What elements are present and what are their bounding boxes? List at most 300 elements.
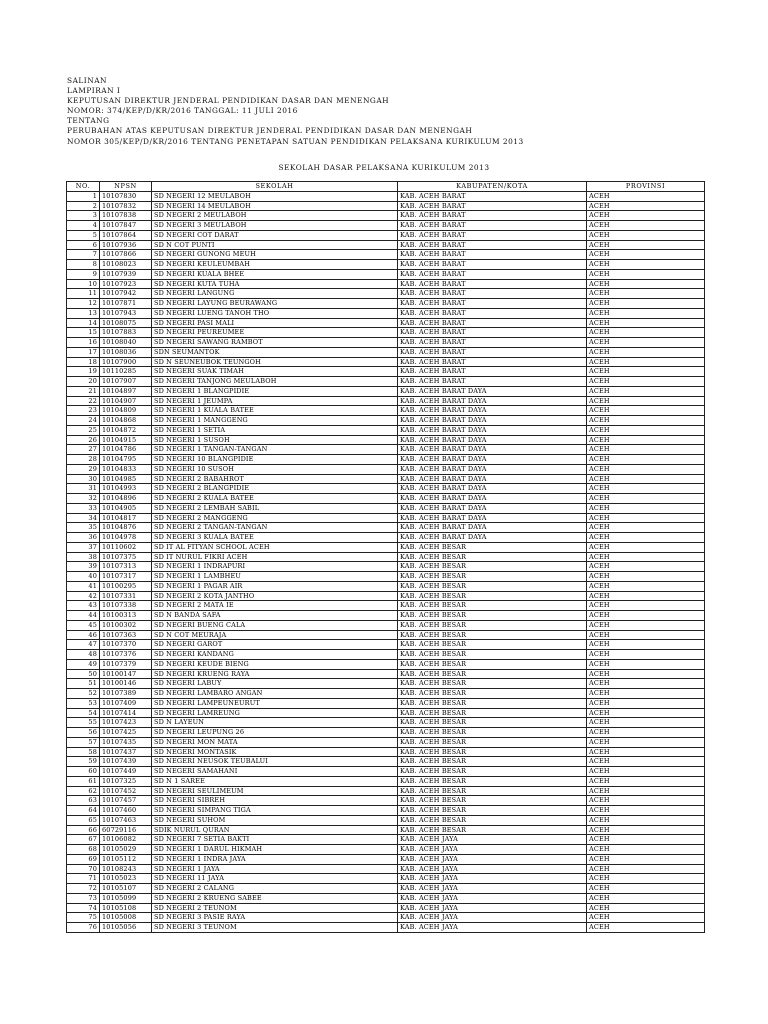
cell-provinsi: ACEH	[587, 864, 705, 874]
header-line-nomor-305: NOMOR 305/KEP/D/KR/2016 TENTANG PENETAPAN SATUAN PENDIDIKAN PELAKSANA KURIKULUM 2013	[67, 136, 524, 146]
cell-kabupaten: KAB. ACEH BARAT	[398, 338, 587, 348]
table-row	[67, 913, 705, 923]
cell-no: 21	[67, 386, 100, 396]
cell-no: 12	[67, 299, 100, 309]
cell-no: 67	[67, 835, 100, 845]
cell-sekolah: SD NEGERI KEUDE BIENG	[152, 659, 398, 669]
cell-kabupaten: KAB. ACEH BESAR	[398, 562, 587, 572]
cell-kabupaten: KAB. ACEH BESAR	[398, 669, 587, 679]
table-row	[67, 581, 705, 591]
cell-provinsi: ACEH	[587, 708, 705, 718]
cell-provinsi: ACEH	[587, 338, 705, 348]
cell-npsn: 10104993	[100, 484, 152, 494]
cell-provinsi: ACEH	[587, 728, 705, 738]
table-row	[67, 523, 705, 533]
cell-npsn: 10107325	[100, 776, 152, 786]
cell-sekolah: SD NEGERI KUALA BHEE	[152, 269, 398, 279]
cell-npsn: 10107943	[100, 308, 152, 318]
cell-no: 68	[67, 845, 100, 855]
cell-sekolah: SD NEGERI 3 MEULABOH	[152, 221, 398, 231]
table-row	[67, 640, 705, 650]
cell-no: 5	[67, 230, 100, 240]
cell-npsn: 10104897	[100, 386, 152, 396]
cell-provinsi: ACEH	[587, 913, 705, 923]
cell-npsn: 10108243	[100, 864, 152, 874]
cell-no: 1	[67, 191, 100, 201]
cell-npsn: 10108040	[100, 338, 152, 348]
cell-npsn: 10110285	[100, 367, 152, 377]
cell-kabupaten: KAB. ACEH BARAT DAYA	[398, 533, 587, 543]
cell-sekolah: SD NEGERI NEUSOK TEUBALUI	[152, 757, 398, 767]
cell-npsn: 10106082	[100, 835, 152, 845]
cell-sekolah: SD NEGERI 2 CALANG	[152, 884, 398, 894]
cell-no: 60	[67, 767, 100, 777]
cell-provinsi: ACEH	[587, 299, 705, 309]
cell-sekolah: SD NEGERI GUNONG MEUH	[152, 250, 398, 260]
table-row	[67, 279, 705, 289]
cell-kabupaten: KAB. ACEH JAYA	[398, 835, 587, 845]
cell-npsn: 10107363	[100, 630, 152, 640]
cell-npsn: 10105112	[100, 854, 152, 864]
cell-no: 76	[67, 923, 100, 933]
cell-no: 19	[67, 367, 100, 377]
cell-npsn: 10107452	[100, 786, 152, 796]
cell-kabupaten: KAB. ACEH BESAR	[398, 815, 587, 825]
cell-no: 47	[67, 640, 100, 650]
table-row	[67, 230, 705, 240]
cell-kabupaten: KAB. ACEH BARAT DAYA	[398, 523, 587, 533]
cell-provinsi: ACEH	[587, 308, 705, 318]
cell-sekolah: SD NEGERI 7 SETIA BAKTI	[152, 835, 398, 845]
cell-provinsi: ACEH	[587, 386, 705, 396]
cell-no: 7	[67, 250, 100, 260]
cell-no: 57	[67, 737, 100, 747]
cell-no: 13	[67, 308, 100, 318]
cell-npsn: 10105008	[100, 913, 152, 923]
cell-npsn: 10107907	[100, 377, 152, 387]
cell-npsn: 10105107	[100, 884, 152, 894]
table-row	[67, 406, 705, 416]
cell-kabupaten: KAB. ACEH JAYA	[398, 845, 587, 855]
cell-no: 55	[67, 718, 100, 728]
cell-npsn: 10107942	[100, 289, 152, 299]
cell-sekolah: SD NEGERI KRUENG RAYA	[152, 669, 398, 679]
table-row	[67, 874, 705, 884]
cell-no: 24	[67, 416, 100, 426]
table-row	[67, 211, 705, 221]
cell-kabupaten: KAB. ACEH JAYA	[398, 874, 587, 884]
table-row	[67, 533, 705, 543]
cell-kabupaten: KAB. ACEH BESAR	[398, 728, 587, 738]
cell-npsn: 10107409	[100, 698, 152, 708]
table-row	[67, 698, 705, 708]
cell-sekolah: SD NEGERI BUENG CALA	[152, 620, 398, 630]
cell-kabupaten: KAB. ACEH BARAT DAYA	[398, 435, 587, 445]
cell-npsn: 10105108	[100, 903, 152, 913]
cell-provinsi: ACEH	[587, 503, 705, 513]
cell-npsn: 10105099	[100, 893, 152, 903]
cell-no: 35	[67, 523, 100, 533]
table-row	[67, 416, 705, 426]
cell-provinsi: ACEH	[587, 201, 705, 211]
cell-provinsi: ACEH	[587, 874, 705, 884]
cell-npsn: 10107900	[100, 357, 152, 367]
cell-sekolah: SD NEGERI MON MATA	[152, 737, 398, 747]
cell-kabupaten: KAB. ACEH BARAT	[398, 377, 587, 387]
cell-no: 17	[67, 347, 100, 357]
cell-npsn: 10107313	[100, 562, 152, 572]
table-row	[67, 611, 705, 621]
cell-no: 46	[67, 630, 100, 640]
table-row	[67, 308, 705, 318]
cell-no: 33	[67, 503, 100, 513]
cell-sekolah: SD IT NURUL FIKRI ACEH	[152, 552, 398, 562]
table-row	[67, 620, 705, 630]
cell-kabupaten: KAB. ACEH BESAR	[398, 757, 587, 767]
cell-kabupaten: KAB. ACEH BARAT DAYA	[398, 494, 587, 504]
cell-sekolah: SD N COT PUNTI	[152, 240, 398, 250]
cell-npsn: 10107425	[100, 728, 152, 738]
cell-provinsi: ACEH	[587, 533, 705, 543]
cell-provinsi: ACEH	[587, 620, 705, 630]
cell-provinsi: ACEH	[587, 435, 705, 445]
cell-sekolah: SD NEGERI SAMAHANI	[152, 767, 398, 777]
cell-kabupaten: KAB. ACEH BESAR	[398, 747, 587, 757]
cell-sekolah: SD N SEUNEUBOK TEUNGOH	[152, 357, 398, 367]
cell-npsn: 10100313	[100, 611, 152, 621]
cell-npsn: 10107864	[100, 230, 152, 240]
cell-no: 62	[67, 786, 100, 796]
cell-no: 58	[67, 747, 100, 757]
cell-sekolah: SD NEGERI SAWANG RAMBOT	[152, 338, 398, 348]
cell-no: 48	[67, 650, 100, 660]
cell-kabupaten: KAB. ACEH JAYA	[398, 913, 587, 923]
cell-sekolah: SDN SEUMANTOK	[152, 347, 398, 357]
cell-npsn: 10107832	[100, 201, 152, 211]
cell-provinsi: ACEH	[587, 377, 705, 387]
cell-sekolah: SD NEGERI LAMPEUNEURUT	[152, 698, 398, 708]
cell-npsn: 10107379	[100, 659, 152, 669]
cell-sekolah: SD NEGERI KANDANG	[152, 650, 398, 660]
cell-sekolah: SD NEGERI KUTA TUHA	[152, 279, 398, 289]
table-row	[67, 318, 705, 328]
table-row	[67, 445, 705, 455]
cell-kabupaten: KAB. ACEH BESAR	[398, 786, 587, 796]
cell-provinsi: ACEH	[587, 581, 705, 591]
column-header-npsn: NPSN	[100, 182, 152, 192]
column-header-kabupaten: KABUPATEN/KOTA	[398, 182, 587, 192]
cell-npsn: 10104905	[100, 503, 152, 513]
cell-provinsi: ACEH	[587, 611, 705, 621]
cell-kabupaten: KAB. ACEH BARAT DAYA	[398, 474, 587, 484]
cell-kabupaten: KAB. ACEH BARAT	[398, 289, 587, 299]
table-row	[67, 191, 705, 201]
cell-kabupaten: KAB. ACEH BARAT DAYA	[398, 425, 587, 435]
cell-kabupaten: KAB. ACEH BARAT	[398, 250, 587, 260]
cell-sekolah: SD NEGERI LANGUNG	[152, 289, 398, 299]
cell-kabupaten: KAB. ACEH BARAT DAYA	[398, 396, 587, 406]
cell-kabupaten: KAB. ACEH BESAR	[398, 591, 587, 601]
cell-no: 38	[67, 552, 100, 562]
cell-provinsi: ACEH	[587, 747, 705, 757]
cell-kabupaten: KAB. ACEH BARAT DAYA	[398, 484, 587, 494]
cell-sekolah: SD NEGERI 2 KOTA JANTHO	[152, 591, 398, 601]
cell-sekolah: SD N COT MEURAJA	[152, 630, 398, 640]
cell-sekolah: SD NEGERI LAMBARO ANGAN	[152, 689, 398, 699]
table-row	[67, 591, 705, 601]
cell-no: 63	[67, 796, 100, 806]
cell-sekolah: SD NEGERI 10 SUSOH	[152, 464, 398, 474]
cell-kabupaten: KAB. ACEH BARAT	[398, 221, 587, 231]
cell-provinsi: ACEH	[587, 367, 705, 377]
cell-provinsi: ACEH	[587, 806, 705, 816]
cell-provinsi: ACEH	[587, 318, 705, 328]
cell-npsn: 10108023	[100, 260, 152, 270]
cell-kabupaten: KAB. ACEH BESAR	[398, 542, 587, 552]
cell-no: 54	[67, 708, 100, 718]
cell-sekolah: SD NEGERI SEULIMEUM	[152, 786, 398, 796]
cell-sekolah: SD NEGERI 2 MEULABOH	[152, 211, 398, 221]
cell-provinsi: ACEH	[587, 474, 705, 484]
cell-provinsi: ACEH	[587, 250, 705, 260]
cell-no: 9	[67, 269, 100, 279]
cell-npsn: 10104978	[100, 533, 152, 543]
cell-sekolah: SD NEGERI 2 BABAHROT	[152, 474, 398, 484]
cell-npsn: 60729116	[100, 825, 152, 835]
cell-no: 20	[67, 377, 100, 387]
cell-sekolah: SD NEGERI 3 KUALA BATEE	[152, 533, 398, 543]
table-row	[67, 630, 705, 640]
cell-no: 22	[67, 396, 100, 406]
cell-kabupaten: KAB. ACEH BESAR	[398, 737, 587, 747]
cell-no: 34	[67, 513, 100, 523]
cell-no: 42	[67, 591, 100, 601]
cell-no: 50	[67, 669, 100, 679]
cell-no: 32	[67, 494, 100, 504]
cell-provinsi: ACEH	[587, 669, 705, 679]
cell-npsn: 10107331	[100, 591, 152, 601]
cell-no: 51	[67, 679, 100, 689]
cell-kabupaten: KAB. ACEH BARAT	[398, 308, 587, 318]
cell-provinsi: ACEH	[587, 552, 705, 562]
cell-sekolah: SD N LAYEUN	[152, 718, 398, 728]
cell-no: 23	[67, 406, 100, 416]
cell-no: 65	[67, 815, 100, 825]
cell-npsn: 10107830	[100, 191, 152, 201]
column-header-sekolah: SEKOLAH	[152, 182, 398, 192]
cell-kabupaten: KAB. ACEH JAYA	[398, 903, 587, 913]
cell-kabupaten: KAB. ACEH BARAT DAYA	[398, 503, 587, 513]
cell-sekolah: SD NEGERI 1 INDRAPURI	[152, 562, 398, 572]
cell-no: 73	[67, 893, 100, 903]
cell-provinsi: ACEH	[587, 260, 705, 270]
header-line-nomor: NOMOR: 374/KEP/D/KR/2016 TANGGAL: 11 JULI 2016	[67, 106, 298, 116]
cell-npsn: 10107463	[100, 815, 152, 825]
cell-provinsi: ACEH	[587, 737, 705, 747]
cell-no: 31	[67, 484, 100, 494]
table-row	[67, 562, 705, 572]
cell-no: 56	[67, 728, 100, 738]
cell-no: 41	[67, 581, 100, 591]
table-row	[67, 357, 705, 367]
cell-provinsi: ACEH	[587, 221, 705, 231]
cell-npsn: 10107871	[100, 299, 152, 309]
cell-no: 53	[67, 698, 100, 708]
cell-kabupaten: KAB. ACEH BARAT DAYA	[398, 416, 587, 426]
cell-kabupaten: KAB. ACEH BARAT	[398, 191, 587, 201]
cell-npsn: 10100302	[100, 620, 152, 630]
cell-kabupaten: KAB. ACEH BESAR	[398, 708, 587, 718]
cell-sekolah: SD NEGERI TANJONG MEULABOH	[152, 377, 398, 387]
cell-provinsi: ACEH	[587, 845, 705, 855]
table-body	[67, 191, 705, 932]
table-row	[67, 864, 705, 874]
cell-npsn: 10107449	[100, 767, 152, 777]
column-header-no: NO.	[67, 182, 100, 192]
cell-npsn: 10107423	[100, 718, 152, 728]
table-row	[67, 396, 705, 406]
cell-provinsi: ACEH	[587, 240, 705, 250]
cell-sekolah: SD NEGERI PASI MALI	[152, 318, 398, 328]
cell-sekolah: SD NEGERI 1 BLANGPIDIE	[152, 386, 398, 396]
table-row	[67, 708, 705, 718]
table-row	[67, 806, 705, 816]
cell-sekolah: SD NEGERI SIBREH	[152, 796, 398, 806]
cell-provinsi: ACEH	[587, 494, 705, 504]
cell-no: 59	[67, 757, 100, 767]
cell-kabupaten: KAB. ACEH BESAR	[398, 650, 587, 660]
cell-sekolah: SD NEGERI 2 LEMBAH SABIL	[152, 503, 398, 513]
cell-provinsi: ACEH	[587, 757, 705, 767]
table-row	[67, 269, 705, 279]
cell-npsn: 10104786	[100, 445, 152, 455]
cell-npsn: 10105023	[100, 874, 152, 884]
cell-kabupaten: KAB. ACEH BARAT	[398, 211, 587, 221]
cell-no: 74	[67, 903, 100, 913]
cell-no: 30	[67, 474, 100, 484]
cell-provinsi: ACEH	[587, 445, 705, 455]
cell-kabupaten: KAB. ACEH BARAT	[398, 230, 587, 240]
cell-no: 27	[67, 445, 100, 455]
table-header-row	[67, 182, 705, 192]
table-row	[67, 347, 705, 357]
table-row	[67, 767, 705, 777]
cell-provinsi: ACEH	[587, 679, 705, 689]
cell-npsn: 10108075	[100, 318, 152, 328]
cell-no: 43	[67, 601, 100, 611]
table-row	[67, 718, 705, 728]
table-row	[67, 923, 705, 933]
cell-sekolah: SD NEGERI 1 TANGAN-TANGAN	[152, 445, 398, 455]
cell-npsn: 10107437	[100, 747, 152, 757]
table-row	[67, 260, 705, 270]
cell-provinsi: ACEH	[587, 289, 705, 299]
cell-npsn: 10107338	[100, 601, 152, 611]
cell-kabupaten: KAB. ACEH BARAT	[398, 269, 587, 279]
cell-no: 37	[67, 542, 100, 552]
cell-no: 2	[67, 201, 100, 211]
cell-provinsi: ACEH	[587, 825, 705, 835]
cell-provinsi: ACEH	[587, 591, 705, 601]
table-row	[67, 884, 705, 894]
cell-kabupaten: KAB. ACEH BARAT	[398, 367, 587, 377]
cell-provinsi: ACEH	[587, 425, 705, 435]
table-row	[67, 659, 705, 669]
cell-no: 3	[67, 211, 100, 221]
cell-sekolah: SD NEGERI 2 MANGGENG	[152, 513, 398, 523]
cell-kabupaten: KAB. ACEH JAYA	[398, 864, 587, 874]
cell-sekolah: SDIK NURUL QURAN	[152, 825, 398, 835]
table-row	[67, 542, 705, 552]
cell-kabupaten: KAB. ACEH BESAR	[398, 767, 587, 777]
table-title: SEKOLAH DASAR PELAKSANA KURIKULUM 2013	[278, 163, 490, 172]
cell-no: 70	[67, 864, 100, 874]
cell-provinsi: ACEH	[587, 796, 705, 806]
cell-npsn: 10107936	[100, 240, 152, 250]
cell-npsn: 10107923	[100, 279, 152, 289]
cell-npsn: 10107847	[100, 221, 152, 231]
table-row	[67, 435, 705, 445]
cell-kabupaten: KAB. ACEH BESAR	[398, 640, 587, 650]
cell-sekolah: SD NEGERI SIMPANG TIGA	[152, 806, 398, 816]
cell-kabupaten: KAB. ACEH BESAR	[398, 689, 587, 699]
cell-no: 61	[67, 776, 100, 786]
cell-sekolah: SD NEGERI COT DARAT	[152, 230, 398, 240]
cell-npsn: 10104795	[100, 455, 152, 465]
cell-npsn: 10107389	[100, 689, 152, 699]
cell-npsn: 10107414	[100, 708, 152, 718]
cell-no: 40	[67, 572, 100, 582]
cell-no: 16	[67, 338, 100, 348]
cell-provinsi: ACEH	[587, 767, 705, 777]
table-row	[67, 757, 705, 767]
cell-kabupaten: KAB. ACEH BARAT	[398, 279, 587, 289]
cell-npsn: 10107939	[100, 269, 152, 279]
cell-npsn: 10107457	[100, 796, 152, 806]
table-row	[67, 494, 705, 504]
cell-kabupaten: KAB. ACEH BARAT	[398, 201, 587, 211]
cell-no: 69	[67, 854, 100, 864]
cell-provinsi: ACEH	[587, 484, 705, 494]
table-row	[67, 289, 705, 299]
cell-npsn: 10104915	[100, 435, 152, 445]
cell-no: 8	[67, 260, 100, 270]
table-row	[67, 503, 705, 513]
header-line-perubahan: PERUBAHAN ATAS KEPUTUSAN DIREKTUR JENDERAL PENDIDIKAN DASAR DAN MENENGAH	[67, 126, 473, 136]
cell-sekolah: SD NEGERI MONTASIK	[152, 747, 398, 757]
cell-sekolah: SD NEGERI 3 PASIE RAYA	[152, 913, 398, 923]
cell-kabupaten: KAB. ACEH BARAT DAYA	[398, 386, 587, 396]
cell-kabupaten: KAB. ACEH BESAR	[398, 718, 587, 728]
cell-no: 26	[67, 435, 100, 445]
cell-provinsi: ACEH	[587, 884, 705, 894]
cell-sekolah: SD NEGERI SUHOM	[152, 815, 398, 825]
cell-npsn: 10107866	[100, 250, 152, 260]
cell-provinsi: ACEH	[587, 455, 705, 465]
cell-provinsi: ACEH	[587, 698, 705, 708]
table-row	[67, 893, 705, 903]
table-row	[67, 386, 705, 396]
cell-sekolah: SD NEGERI LABUY	[152, 679, 398, 689]
cell-sekolah: SD NEGERI 1 SUSOH	[152, 435, 398, 445]
column-header-provinsi: PROVINSI	[587, 182, 705, 192]
cell-provinsi: ACEH	[587, 211, 705, 221]
cell-provinsi: ACEH	[587, 650, 705, 660]
table-row	[67, 679, 705, 689]
cell-sekolah: SD NEGERI LEUPUNG 26	[152, 728, 398, 738]
cell-provinsi: ACEH	[587, 191, 705, 201]
cell-kabupaten: KAB. ACEH BARAT	[398, 328, 587, 338]
